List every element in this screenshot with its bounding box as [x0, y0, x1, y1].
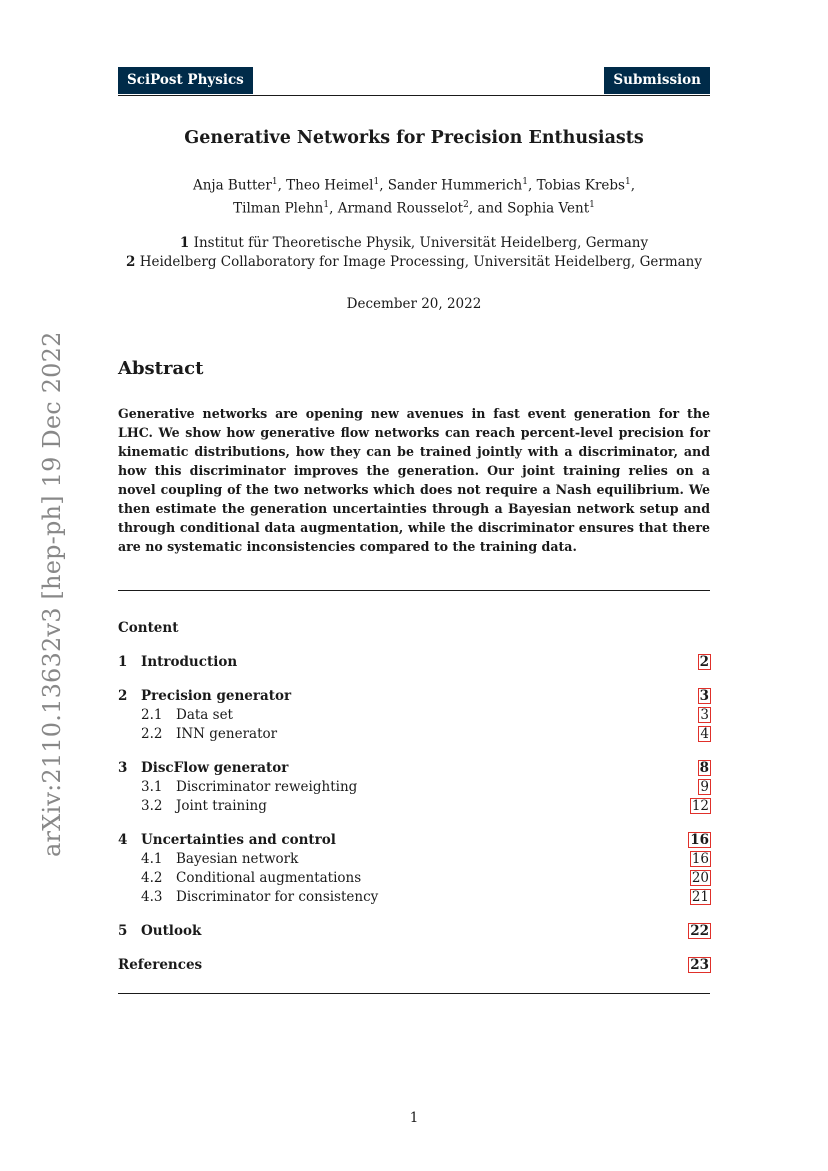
author-affil: 1	[271, 177, 278, 187]
author-affil: 1	[323, 199, 330, 210]
toc-title: References	[118, 957, 203, 973]
toc-entry[interactable]	[118, 653, 710, 672]
toc-heading: Content	[118, 620, 179, 636]
toc-title: DiscFlow generator	[141, 760, 289, 776]
author-name: Sophia Vent	[507, 200, 590, 216]
author-affil: 1	[625, 177, 631, 187]
toc-page-link[interactable]: 9	[700, 779, 709, 795]
author-list	[0, 173, 828, 218]
toc-number: 3.2	[141, 798, 163, 814]
abstract-heading: Abstract	[118, 358, 204, 379]
toc-title: Uncertainties and control	[141, 832, 336, 848]
toc-number: 1	[118, 654, 128, 670]
toc-number: 4.3	[141, 889, 163, 905]
toc-page-link[interactable]: 16	[691, 851, 709, 867]
toc-page-link[interactable]: 23	[690, 957, 709, 973]
affiliation-list	[0, 234, 828, 272]
toc-title: Joint training	[176, 798, 267, 814]
toc-page-link[interactable]: 21	[691, 889, 709, 905]
toc-title: Outlook	[141, 923, 202, 939]
toc-entry[interactable]	[118, 850, 710, 869]
toc-title: Discriminator for consistency	[176, 889, 379, 905]
toc-title: INN generator	[176, 726, 278, 742]
toc-entry[interactable]	[118, 922, 710, 941]
affiliation-number: 2	[126, 254, 136, 270]
author-line-2: Tilman Plehn$^1$, Armand Rousselot$^2$, and Sophia Vent$^1$	[233, 199, 595, 216]
page-number: 1	[409, 1110, 419, 1126]
toc-number: 4.2	[141, 870, 163, 886]
affiliation-text: Institut für Theoretische Physik, Universität Heidelberg, Germany	[193, 235, 649, 251]
toc-entry[interactable]	[118, 888, 710, 907]
toc-page-link[interactable]: 2	[699, 654, 709, 670]
toc-entry[interactable]	[118, 706, 710, 725]
abstract-text: Generative networks are opening new avenues in fast event generation for the LHC. We show how generative flow networks can reach percent-level precision for kinematic distributions, how they can be trained jointly with a discriminator, and how this discriminator improves the generation. Our joint training relies on a novel coupling of the two networks which does not require a Nash equilibrium. We then estimate the generation uncertainties through a Bayesian network setup and through conditional data augmentation, while the discriminator ensures that there are no systematic inconsistencies compared to the training data.	[118, 406, 710, 554]
toc-title: Data set	[176, 707, 233, 723]
toc-number: 3.1	[141, 779, 163, 795]
affiliation-number: 1	[179, 235, 190, 251]
divider	[118, 590, 710, 591]
toc-number: 4	[118, 832, 128, 848]
author-line-1: Anja Butter$^1$, Theo Heimel$^1$, Sander Hummerich$^1$, Tobias Krebs$^1$,	[192, 177, 636, 194]
toc-page-link[interactable]: 16	[690, 832, 709, 848]
toc-number: 4.1	[141, 851, 163, 867]
toc-number: 5	[118, 923, 128, 939]
toc-entry[interactable]	[118, 831, 710, 850]
toc-number: 3	[118, 760, 128, 776]
toc-title: Conditional augmentations	[176, 870, 362, 886]
author-name: Armand Rousselot	[337, 200, 464, 216]
toc-page-link[interactable]: 22	[690, 923, 709, 939]
status-badge: Submission	[604, 67, 710, 94]
author-affil: 1	[589, 199, 595, 210]
toc-entry[interactable]	[118, 759, 710, 778]
journal-header	[118, 67, 710, 96]
toc-page-link[interactable]: 8	[699, 760, 709, 776]
toc-entry[interactable]	[118, 687, 710, 706]
toc-entry[interactable]	[118, 956, 710, 975]
toc-number: 2.2	[141, 726, 163, 742]
paper-date: December 20, 2022	[346, 296, 482, 312]
author-name: Sander Hummerich	[387, 177, 523, 194]
toc-page-link[interactable]: 12	[691, 798, 709, 814]
toc-number: 2	[118, 688, 128, 704]
arxiv-stamp: arXiv:2110.13632v3 [hep-ph] 19 Dec 2022	[38, 331, 66, 857]
author-name: Tilman Plehn	[233, 200, 324, 216]
author-name: Theo Heimel	[286, 177, 374, 194]
author-affil: 1	[373, 177, 380, 187]
author-affil: 1	[522, 177, 528, 187]
toc-title: Introduction	[141, 654, 238, 670]
toc-title: Discriminator reweighting	[176, 779, 358, 795]
toc-number: 2.1	[141, 707, 163, 723]
toc-entry[interactable]	[118, 778, 710, 797]
and-word: and	[477, 200, 503, 216]
affiliation	[0, 234, 828, 253]
toc-page-link[interactable]: 20	[691, 870, 709, 886]
divider	[118, 993, 710, 994]
affiliation	[0, 253, 828, 272]
toc-page-link[interactable]: 4	[700, 726, 709, 742]
toc-page-link[interactable]: 3	[699, 688, 709, 704]
toc-entry[interactable]	[118, 725, 710, 744]
author-name: Anja Butter	[192, 177, 272, 194]
paper-title: Generative Networks for Precision Enthusiasts	[184, 128, 644, 148]
toc-title: Precision generator	[141, 688, 292, 704]
toc-page-link[interactable]: 3	[700, 707, 709, 723]
toc-entry[interactable]	[118, 797, 710, 816]
author-name: Tobias Krebs	[536, 177, 625, 194]
toc-entry[interactable]	[118, 869, 710, 888]
author-affil: 2	[463, 199, 469, 210]
journal-badge: SciPost Physics	[118, 67, 253, 94]
toc-title: Bayesian network	[176, 851, 299, 867]
affiliation-text: Heidelberg Collaboratory for Image Processing, Universität Heidelberg, Germany	[139, 254, 702, 270]
